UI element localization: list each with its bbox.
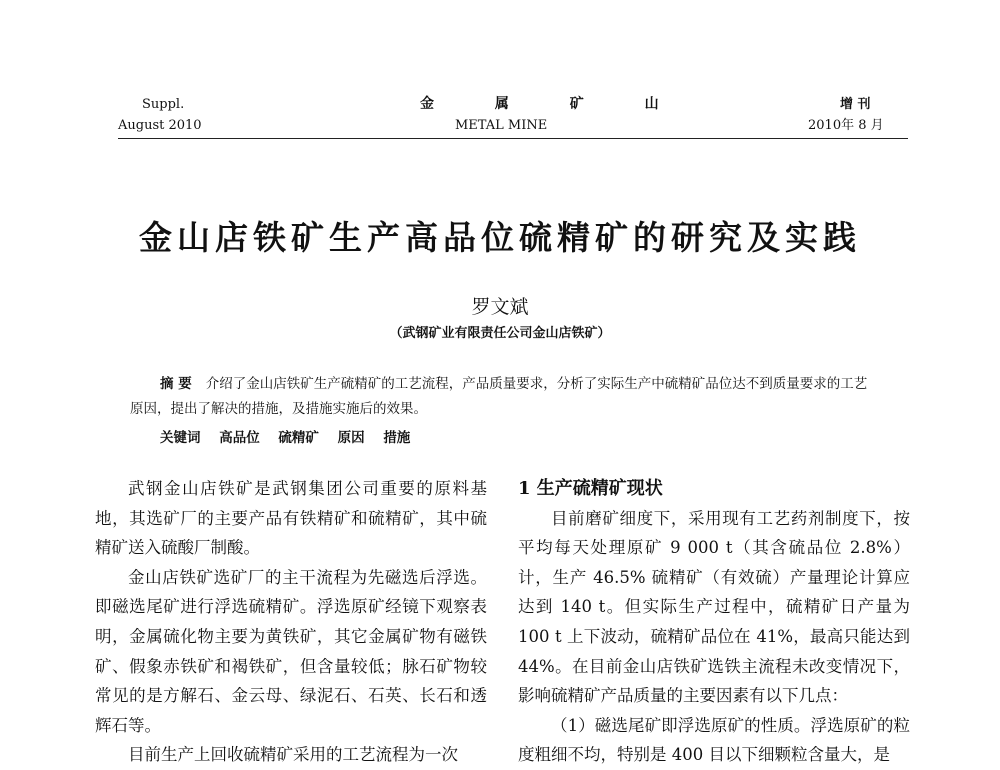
left-column (95, 474, 487, 770)
body-paragraph: 金山店铁矿选矿厂的主干流程为先磁选后浮选。即磁选尾矿进行浮选硫精矿。浮选原矿经镜下观察表明，金属硫化物主要为黄铁矿，其它金属矿物有磁铁矿、假象赤铁矿和褐铁矿，但含量较低；脉石矿物较常见的是方解石、金云母、绿泥石、石英、长石和透辉石等。 (95, 567, 487, 735)
keyword: 原因 (337, 430, 365, 446)
article-affiliation: （武钢矿业有限责任公司金山店铁矿） (389, 326, 611, 341)
header-journal-en: METAL MINE (455, 118, 548, 133)
keyword: 措施 (383, 430, 411, 446)
header-rule (118, 138, 908, 139)
section-heading: 1 生产硫精矿现状 (518, 478, 663, 499)
body-paragraph: 武钢金山店铁矿是武钢集团公司重要的原料基地，其选矿厂的主要产品有铁精矿和硫精矿，其中硫精矿送入硫酸厂制酸。 (95, 479, 487, 558)
body-paragraph: 目前生产上回收硫精矿采用的工艺流程为一次 (128, 745, 458, 765)
article-author: 罗文斌 (471, 296, 529, 318)
abstract (130, 372, 875, 422)
abstract-text: 介绍了金山店铁矿生产硫精矿的工艺流程，产品质量要求，分析了实际生产中硫精矿品位达不到质量要求的工艺原因，提出了解决的措施，及措施实施后的效果。 (130, 376, 868, 417)
body-paragraph: （1）磁选尾矿即浮选原矿的性质。浮选原矿的粒度粗细不均，特别是 400 目以下细颗粒含量大，是 (518, 715, 910, 765)
header-supplement-cn: 增 刊 (840, 97, 871, 112)
keywords-label: 关键词 (160, 430, 201, 446)
keyword: 硫精矿 (278, 430, 319, 446)
header-date-cn: 2010年 8 月 (808, 118, 884, 133)
keywords (160, 426, 424, 446)
header-suppl: Suppl. (142, 97, 185, 112)
header-date-en: August 2010 (118, 118, 202, 133)
article-title: 金山店铁矿生产高品位硫精矿的研究及实践 (139, 218, 861, 257)
body-paragraph: 目前磨矿细度下，采用现有工艺药剂制度下，按平均每天处理原矿 9 000 t（其含硫品位 2.8%）计，生产 46.5% 硫精矿（有效硫）产量理论计算应达到 140 t。但实际生产过程中，硫精矿日产量为 100 t 上下波动，硫精矿品位在 41%，最高只能达到 44%。在目前金山店铁矿选铁主流程未改变情况下，影响硫精矿产品质量的主要因素有以下几点： (518, 508, 910, 706)
header-journal-cn: 金 属 矿 山 (420, 96, 687, 112)
keyword: 高品位 (219, 430, 260, 446)
right-column (518, 474, 910, 770)
abstract-label: 摘 要 (160, 376, 192, 392)
